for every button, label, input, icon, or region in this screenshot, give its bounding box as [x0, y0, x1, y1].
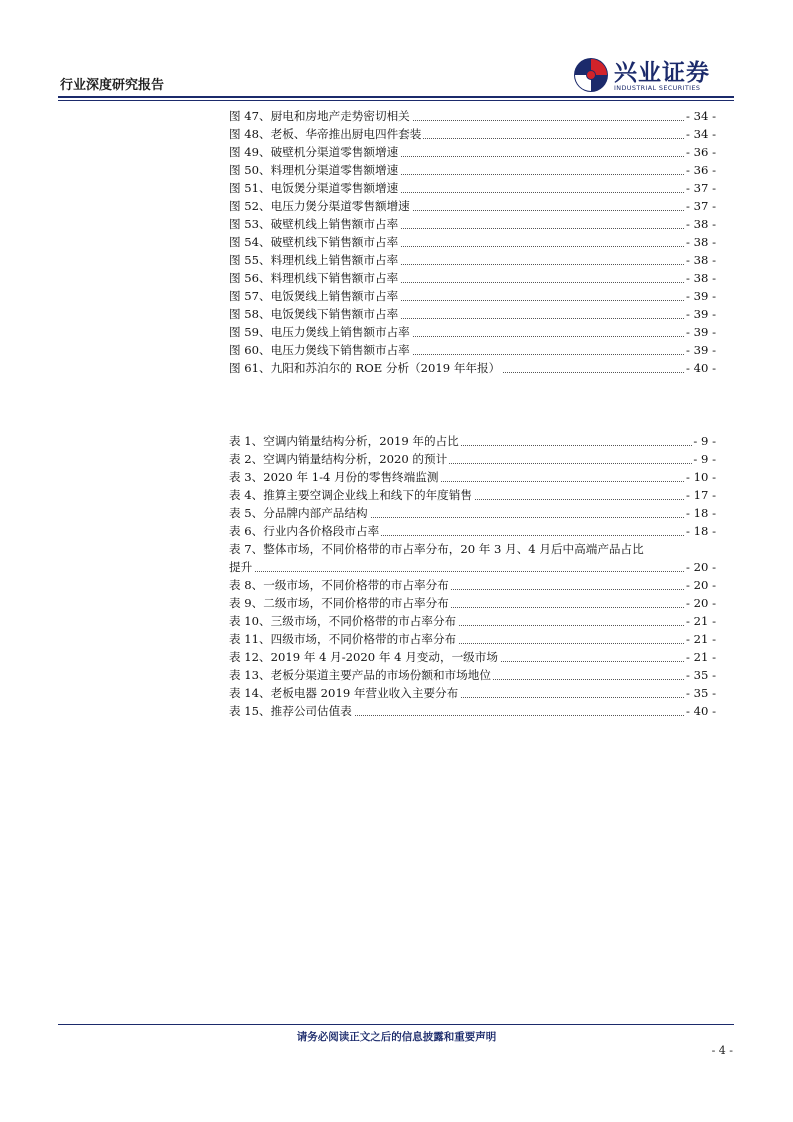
entry-label: 图 48、老板、华帝推出厨电四件套装 — [229, 127, 422, 141]
page-number: - 4 - — [711, 1044, 733, 1057]
figure-entry[interactable] — [229, 161, 716, 179]
figure-entry[interactable] — [229, 269, 716, 287]
table-entry[interactable] — [229, 540, 716, 576]
entry-page-number: - 37 - — [686, 199, 716, 213]
table-entry[interactable] — [229, 522, 716, 540]
entry-page-number: - 20 - — [686, 596, 716, 610]
figure-entry[interactable] — [229, 233, 716, 251]
entry-page-number: - 39 - — [686, 325, 716, 339]
entry-page-number: - 18 - — [686, 506, 716, 520]
figure-entry[interactable] — [229, 125, 716, 143]
entry-label: 图 51、电饭煲分渠道零售额增速 — [229, 181, 399, 195]
entry-label: 图 56、料理机线下销售额市占率 — [229, 271, 399, 285]
entry-page-number: - 38 - — [686, 271, 716, 285]
entry-label: 表 2、空调内销量结构分析，2020 的预计 — [229, 452, 448, 466]
entry-label: 图 47、厨电和房地产走势密切相关 — [229, 109, 410, 123]
entry-label: 表 10、三级市场，不同价格带的市占率分布 — [229, 614, 457, 628]
entry-page-number: - 21 - — [686, 632, 716, 646]
entry-page-number: - 35 - — [686, 686, 716, 700]
entry-page-number: - 21 - — [686, 614, 716, 628]
table-entry[interactable] — [229, 576, 716, 594]
entry-page-number: - 40 - — [686, 704, 716, 718]
logo-mark-icon — [572, 56, 610, 94]
entry-label: 图 55、料理机线上销售额市占率 — [229, 253, 399, 267]
logo-chinese-name: 兴业证券 — [614, 60, 710, 86]
entry-label: 表 11、四级市场，不同价格带的市占率分布 — [229, 632, 457, 646]
figure-entry[interactable] — [229, 305, 716, 323]
entry-page-number: - 38 - — [686, 217, 716, 231]
entry-label: 图 57、电饭煲线上销售额市占率 — [229, 289, 399, 303]
table-entry[interactable] — [229, 594, 716, 612]
entry-label: 表 14、老板电器 2019 年营业收入主要分布 — [229, 686, 459, 700]
figure-entry[interactable] — [229, 197, 716, 215]
entry-label-continued: 提升 — [229, 560, 253, 574]
header-divider — [58, 96, 734, 98]
entry-page-number: - 20 - — [686, 578, 716, 592]
figure-entry[interactable] — [229, 359, 716, 377]
table-index-list — [229, 432, 716, 720]
entry-label: 表 12、2019 年 4 月-2020 年 4 月变动，一级市场 — [229, 650, 498, 664]
figure-entry[interactable] — [229, 287, 716, 305]
table-entry[interactable] — [229, 630, 716, 648]
figure-entry[interactable] — [229, 323, 716, 341]
report-type-title: 行业深度研究报告 — [60, 78, 165, 93]
entry-page-number: - 36 - — [686, 163, 716, 177]
entry-page-number: - 36 - — [686, 145, 716, 159]
entry-page-number: - 39 - — [686, 343, 716, 357]
entry-page-number: - 9 - — [693, 452, 716, 466]
entry-page-number: - 10 - — [686, 470, 716, 484]
entry-page-number: - 9 - — [693, 434, 716, 448]
table-entry[interactable] — [229, 648, 716, 666]
entry-page-number: - 39 - — [686, 289, 716, 303]
entry-page-number: - 35 - — [686, 668, 716, 682]
entry-label: 表 13、老板分渠道主要产品的市场份额和市场地位 — [229, 668, 491, 682]
entry-label: 表 8、一级市场，不同价格带的市占率分布 — [229, 578, 449, 592]
entry-label: 表 9、二级市场，不同价格带的市占率分布 — [229, 596, 449, 610]
entry-label: 图 49、破壁机分渠道零售额增速 — [229, 145, 399, 159]
figure-entry[interactable] — [229, 251, 716, 269]
entry-page-number: - 21 - — [686, 650, 716, 664]
entry-label: 表 6、行业内各价格段市占率 — [229, 524, 380, 538]
table-entry[interactable] — [229, 666, 716, 684]
entry-label: 图 52、电压力煲分渠道零售额增速 — [229, 199, 410, 213]
entry-page-number: - 34 - — [686, 109, 716, 123]
table-entry[interactable] — [229, 432, 716, 450]
entry-page-number: - 20 - — [686, 560, 716, 574]
figure-entry[interactable] — [229, 107, 716, 125]
entry-label: 图 61、九阳和苏泊尔的 ROE 分析（2019 年年报） — [229, 361, 501, 375]
entry-label: 表 15、推荐公司估值表 — [229, 704, 352, 718]
table-entry[interactable] — [229, 684, 716, 702]
entry-label: 图 50、料理机分渠道零售额增速 — [229, 163, 399, 177]
entry-page-number: - 38 - — [686, 253, 716, 267]
figure-entry[interactable] — [229, 341, 716, 359]
disclaimer-note: 请务必阅读正文之后的信息披露和重要声明 — [296, 1031, 497, 1043]
leader-dots — [229, 571, 716, 572]
entry-page-number: - 39 - — [686, 307, 716, 321]
table-entry[interactable] — [229, 702, 716, 720]
entry-label: 图 58、电饭煲线下销售额市占率 — [229, 307, 399, 321]
entry-label: 图 59、电压力煲线上销售额市占率 — [229, 325, 410, 339]
entry-label: 表 4、推算主要空调企业线上和线下的年度销售 — [229, 488, 472, 502]
table-entry[interactable] — [229, 504, 716, 522]
table-entry[interactable] — [229, 612, 716, 630]
table-entry[interactable] — [229, 486, 716, 504]
figure-entry[interactable] — [229, 143, 716, 161]
entry-page-number: - 38 - — [686, 235, 716, 249]
company-logo — [572, 52, 742, 98]
entry-label: 图 53、破壁机线上销售额市占率 — [229, 217, 399, 231]
entry-page-number: - 40 - — [686, 361, 716, 375]
entry-page-number: - 17 - — [686, 488, 716, 502]
entry-page-number: - 34 - — [686, 127, 716, 141]
entry-label: 图 54、破壁机线下销售额市占率 — [229, 235, 399, 249]
logo-english-name: INDUSTRIAL SECURITIES — [614, 84, 701, 92]
header-divider-thin — [58, 100, 734, 101]
entry-label: 表 5、分品牌内部产品结构 — [229, 506, 368, 520]
entry-label: 表 1、空调内销量结构分析，2019 年的占比 — [229, 434, 459, 448]
table-entry[interactable] — [229, 468, 716, 486]
entry-page-number: - 18 - — [686, 524, 716, 538]
entry-label: 表 3、2020 年 1-4 月份的零售终端监测 — [229, 470, 439, 484]
footer-divider — [58, 1024, 734, 1025]
entry-label: 图 60、电压力煲线下销售额市占率 — [229, 343, 410, 357]
entry-label: 表 7、整体市场，不同价格带的市占率分布，20 年 3 月、4 月后中高端产品占比 — [229, 542, 644, 556]
figure-entry[interactable] — [229, 179, 716, 197]
entry-page-number: - 37 - — [686, 181, 716, 195]
figure-entry[interactable] — [229, 215, 716, 233]
figure-index-list — [229, 107, 716, 377]
table-entry[interactable] — [229, 450, 716, 468]
